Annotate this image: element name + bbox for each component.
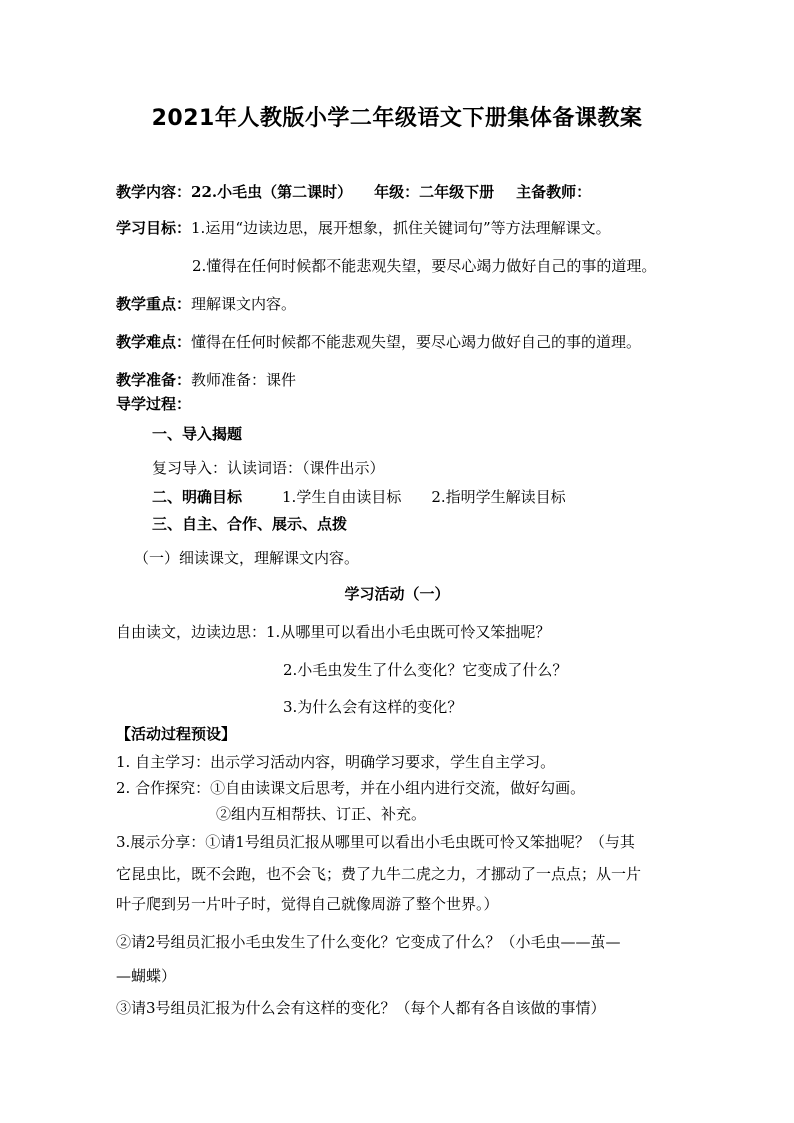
difficulty <box>116 332 641 352</box>
goal-item-2: 2.懂得在任何时候都不能悲观失望，要尽心竭力做好自己的事的道理。 <box>192 257 657 275</box>
preset-heading: 【活动过程预设】 <box>116 725 237 743</box>
grade-value: 二年级下册 <box>419 183 495 201</box>
step1-review: 复习导入：认读词语：（课件出示） <box>152 459 385 477</box>
preset-item-3-line-3: 叶子爬到另一片叶子时，觉得自己就像周游了整个世界。） <box>116 895 499 913</box>
step2-item-2: 2.指明学生解读目标 <box>431 488 566 506</box>
teacher-label: 主备教师： <box>516 183 592 201</box>
preset-item-2: 2. 合作探究：①自由读课文后思考，并在小组内进行交流，做好勾画。 <box>116 779 586 797</box>
key-point-label: 教学重点： <box>116 295 192 313</box>
activity-question-2: 2.小毛虫发生了什么变化？它变成了什么？ <box>283 661 568 679</box>
key-point <box>116 294 296 314</box>
preset-item-1: 1. 自主学习：出示学习活动内容，明确学习要求，学生自主学习。 <box>116 753 556 771</box>
document-title: 2021年人教版小学二年级语文下册集体备课教案 <box>151 106 643 131</box>
preset-item-3-line-1: 3.展示分享：①请1号组员汇报从哪里可以看出小毛虫既可怜又笨拙呢？（与其 <box>116 833 635 851</box>
difficulty-value: 懂得在任何时候都不能悲观失望，要尽心竭力做好自己的事的道理。 <box>191 333 642 351</box>
activity-row-1 <box>116 622 550 642</box>
step2-row <box>152 487 566 507</box>
content-label: 教学内容： <box>116 183 192 201</box>
activity-intro: 自由读文，边读边思： <box>116 623 267 641</box>
step2-heading: 二、明确目标 <box>152 488 243 506</box>
difficulty-label: 教学难点： <box>116 333 192 351</box>
key-point-value: 理解课文内容。 <box>191 295 297 313</box>
subsection-heading: （一）细读课文，理解课文内容。 <box>134 549 360 567</box>
activity-question-3: 3.为什么会有这样的变化？ <box>283 698 463 716</box>
lesson-info-row <box>116 182 591 202</box>
goals-label: 学习目标： <box>116 219 192 237</box>
step1-heading: 一、导入揭题 <box>152 425 243 443</box>
activity-question-1: 1.从哪里可以看出小毛虫既可怜又笨拙呢？ <box>266 623 551 641</box>
preset-item-3-line-2: 它昆虫比，既不会跑，也不会飞；费了九牛二虎之力，才挪动了一点点；从一片 <box>116 865 642 883</box>
goal-item-1: 1.运用“边读边思，展开想象，抓住关键词句”等方法理解课文。 <box>191 219 611 237</box>
preparation <box>116 370 296 390</box>
preset-item-5: ③请3号组员汇报为什么会有这样的变化？（每个人都有各自该做的事情） <box>116 999 606 1017</box>
preparation-label: 教学准备： <box>116 371 192 389</box>
preset-item-4-line-1: ②请2号组员汇报小毛虫发生了什么变化？它变成了什么？（小毛虫——茧— <box>116 933 621 951</box>
preparation-value: 教师准备：课件 <box>191 371 297 389</box>
preset-item-4-line-2: —蝴蝶） <box>116 967 177 985</box>
step3-heading: 三、自主、合作、展示、点拨 <box>152 515 348 533</box>
grade-label: 年级： <box>374 183 420 201</box>
learning-goals <box>116 218 611 238</box>
step2-item-1: 1.学生自由读目标 <box>282 488 402 506</box>
preset-item-2b: ②组内互相帮扶、订正、补充。 <box>216 805 427 823</box>
content-value: 22.小毛虫（第二课时） <box>191 183 353 201</box>
process-label: 导学过程： <box>116 395 192 413</box>
activity-title: 学习活动（一） <box>344 585 450 603</box>
